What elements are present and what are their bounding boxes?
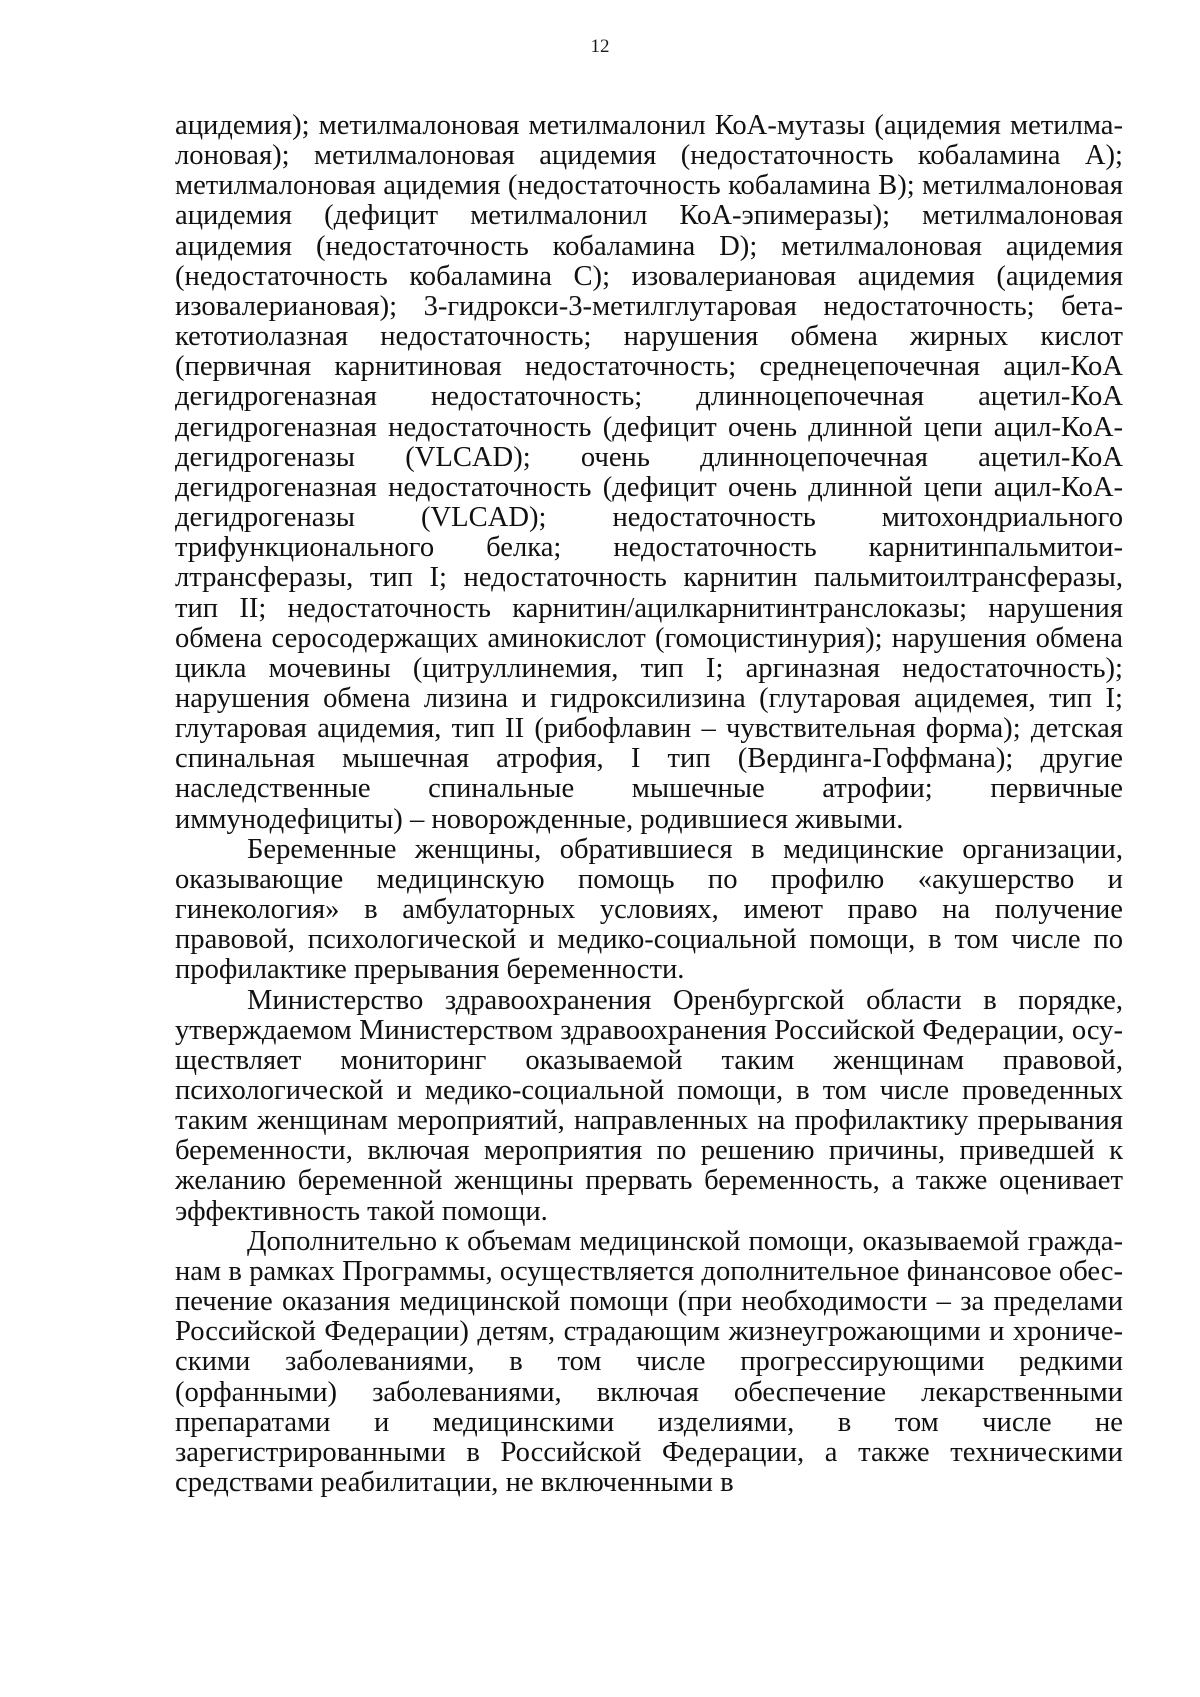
page-number: 12 [590, 36, 610, 57]
paragraph-additional-funding: Дополнительно к объемам медицинской помощи, оказываемой гражданам в рамках Программы, осуществляется дополнительное финансовое обеспечение оказания медицинской помощи (при необходимости – за пределами Российской Федерации) детям, страдающим жизнеугрожающими и хроническими заболеваниями, в том числе прогрессирующими редкими (орфанными) заболеваниями, включая обеспечение лекарственными препаратами и медицинскими изделиями, в том числе не зарегистрированными в Российской Федерации, а также техническими средствами реабилитации, не включенными в [175, 1225, 1123, 1499]
document-body [175, 111, 1123, 1498]
paragraph-pregnant-women: Беременные женщины, обратившиеся в медицинские организации, оказывающие медицинскую помощь по профилю «акушерство и гинекология» в амбулаторных условиях, имеют право на получение правовой, психологической и медико-социальной помощи, в том числе по профилактике прерывания беременности. [175, 833, 1123, 986]
paragraph-ministry-monitoring: Министерство здравоохранения Оренбургской области в порядке, утверждаемом Министерством здравоохранения Российской Федерации, осуществляет мониторинг оказываемой таким женщинам правовой, психологической и медико-социальной помощи, в том числе проведенных таким женщинам мероприятий, направленных на профилактику прерывания беременности, включая мероприятия по решению причины, приведшей к желанию беременной женщины прервать беременность, а также оценивает эффективность такой помощи. [175, 984, 1123, 1227]
paragraph-continuation: ацидемия); метилмалоновая метилмалонил КоА-мутазы (ацидемия метилмалоновая); метилмалоновая ацидемия (недостаточность кобаламина А); метилмалоновая ацидемия (недостаточность кобаламина В); метилмалоновая ацидемия (дефицит метилмалонил КоА-эпимеразы); метилмалоновая ацидемия (недостаточность кобаламина D); метилмалоновая ацидемия (недостаточность кобаламина С); изовалериановая ацидемия (ацидемия изовалериановая); 3-гидрокси-3-метилглутаровая недостаточность; бета-кетотиолазная недостаточность; нарушения обмена жирных кислот (первичная карнитиновая недостаточность; среднецепочечная ацил-КоА дегидрогеназная недостаточность; длинноцепочечная ацетил-КоА дегидрогеназная недостаточность (дефицит очень длинной цепи ацил-КоА-дегидрогеназы (VLCAD); очень длинноцепочечная ацетил-КоА дегидрогеназная недостаточность (дефицит очень длинной цепи ацил-КоА-дегидрогеназы (VLCAD); недостаточность митохондриального трифункционального белка; недостаточность карнитинпальмитоилтрансферазы, тип I; недостаточность карнитин пальмитоилтрансферазы, тип II; недостаточность карнитин/ацилкарнитинтранслоказы; нарушения обмена серосодержащих аминокислот (гомоцистинурия); нарушения обмена цикла мочевины (цитруллинемия, тип I; аргиназная недостаточность); нарушения обмена лизина и гидроксилизина (глутаровая ацидемея, тип I; глутаровая ацидемия, тип II (рибофлавин – чувствительная форма); детская спинальная мышечная атрофия, I тип (Вердинга-Гоффмана); другие наследственные спинальные мышечные атрофии; первичные иммунодефициты) – новорожденные, родившиеся живыми. [175, 110, 1123, 835]
